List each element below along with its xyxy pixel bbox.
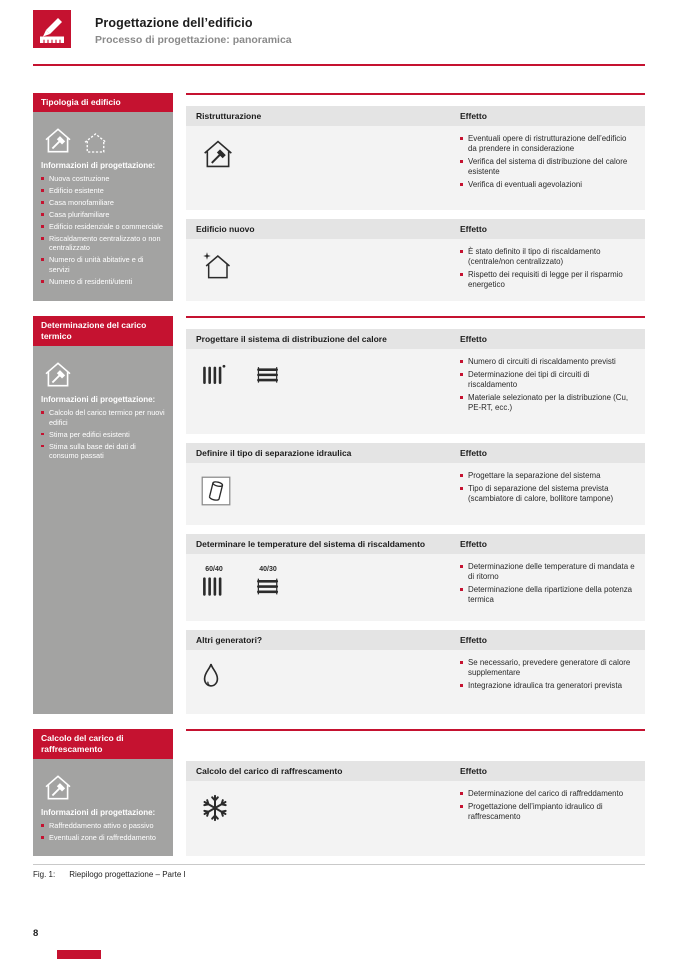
sidebar-icons (42, 357, 165, 389)
sidebar-body (33, 112, 173, 301)
bullet-item: È stato definito il tipo di riscaldamento (centrale/non centralizzato) (460, 247, 637, 268)
bullet-item: Materiale selezionato per la distribuzione (Cu, PE-RT, ecc.) (460, 393, 637, 414)
sidebar-list-item: Edificio esistente (41, 186, 165, 195)
bullet-item: Verifica del sistema di distribuzione del calore esistente (460, 157, 637, 178)
header-titles (95, 10, 292, 48)
panel-radiator-icon (254, 575, 282, 598)
effect-label: Effetto (460, 111, 487, 121)
bullet-item: Determinazione della ripartizione della potenza termica (460, 585, 637, 606)
row-title: Definire il tipo di separazione idraulica (196, 448, 352, 459)
row-title: Progettare il sistema di distribuzione del calore (196, 334, 387, 345)
house-hammer-icon (42, 773, 74, 802)
header-divider (33, 64, 645, 66)
drafting-tools-icon (33, 10, 71, 48)
sidebar-title: Calcolo del carico di raffrescamento (33, 729, 173, 759)
caption-text: Riepilogo progettazione – Parte I (69, 870, 186, 880)
snowflake-icon (186, 781, 460, 856)
bullet-item: Determinazione dei tipi di circuiti di riscaldamento (460, 370, 637, 391)
sidebar-list-item: Numero di unità abitative e di servizi (41, 255, 165, 274)
sidebar-list-item: Riscaldamento centralizzato o non centralizzato (41, 234, 165, 253)
sidebar-list-item: Numero di residenti/utenti (41, 277, 165, 286)
effect-bullet-list (460, 781, 645, 856)
row-temperature-sistema (186, 534, 645, 621)
row-distribuzione-calore (186, 329, 645, 434)
row-header (186, 761, 645, 781)
sidebar-carico-termico (33, 316, 173, 714)
new-house-icon (186, 239, 460, 301)
heating-circuits-icons (186, 349, 460, 434)
temp-label: 40/30 (259, 566, 277, 574)
row-edificio-nuovo (186, 219, 645, 301)
row-body (186, 554, 645, 621)
page-number: 8 (33, 928, 39, 939)
bullet-item: Rispetto dei requisiti di legge per il risparmio energetico (460, 270, 637, 291)
row-title: Calcolo del carico di raffrescamento (196, 766, 343, 777)
bullet-item: Determinazione del carico di raffreddamento (460, 789, 637, 799)
row-title: Edificio nuovo (196, 224, 255, 234)
sidebar-list-item: Nuova costruzione (41, 174, 165, 183)
bullet-item: Numero di circuiti di riscaldamento previsti (460, 357, 637, 367)
row-header (186, 630, 645, 650)
sidebar-info-label: Informazioni di progettazione: (41, 161, 156, 171)
sidebar-item-list (41, 821, 165, 842)
row-title: Ristrutturazione (196, 111, 262, 121)
sidebar-info-label: Informazioni di progettazione: (41, 395, 156, 405)
effect-bullet-list (460, 463, 645, 525)
row-title: Altri generatori? (196, 635, 263, 646)
row-body (186, 239, 645, 301)
section-carico-raffrescamento (33, 729, 645, 856)
radiator-icon (200, 575, 228, 598)
sidebar-list-item: Casa monofamiliare (41, 198, 165, 207)
row-body (186, 349, 645, 434)
footer-red-mark (57, 950, 101, 959)
bullet-item: Se necessario, prevedere generatore di calore supplementare (460, 658, 637, 679)
row-ristrutturazione (186, 106, 645, 210)
effect-bullet-list (460, 650, 645, 714)
house-dashed-icon (82, 131, 109, 155)
sidebar-list-item: Casa plurifamiliare (41, 210, 165, 219)
effect-label: Effetto (460, 334, 487, 345)
sidebar-item-list (41, 174, 165, 286)
row-body (186, 650, 645, 714)
section-content (186, 316, 645, 714)
row-calcolo-raffrescamento (186, 761, 645, 856)
bullet-item: Tipo di separazione del sistema prevista (scambiatore di calore, bollitore tampone) (460, 484, 637, 505)
flame-icon (186, 650, 460, 714)
row-header (186, 534, 645, 554)
section-content (186, 729, 645, 856)
hydraulic-tank-icon (186, 463, 460, 525)
sidebar-body (33, 346, 173, 714)
temperature-icons (186, 554, 460, 621)
section-content (186, 93, 645, 301)
sidebar-icons (42, 123, 165, 155)
house-hammer-icon (42, 126, 74, 155)
effect-bullet-list (460, 126, 645, 210)
sidebar-list-item: Calcolo del carico termico per nuovi edifici (41, 408, 165, 427)
flow-return-40-30 (254, 566, 282, 598)
page-title: Progettazione dell’edificio (95, 16, 253, 30)
house-hammer-icon (42, 360, 74, 389)
section-tipologia-edificio (33, 93, 645, 301)
effect-bullet-list (460, 349, 645, 434)
flow-return-60-40 (200, 566, 228, 598)
figure-caption (33, 864, 645, 879)
effect-label: Effetto (460, 448, 487, 459)
bullet-item: Eventuali opere di ristrutturazione dell’edificio da prendere in considerazione (460, 134, 637, 155)
row-header (186, 329, 645, 349)
radiator-icon (200, 361, 228, 387)
effect-label: Effetto (460, 539, 487, 550)
sidebar-info-label: Informazioni di progettazione: (41, 808, 156, 818)
row-altri-generatori (186, 630, 645, 714)
renovation-house-icon (186, 126, 460, 210)
row-body (186, 463, 645, 525)
sidebar-raffrescamento (33, 729, 173, 856)
sidebar-list-item: Stima per edifici esistenti (41, 430, 165, 439)
effect-bullet-list (460, 239, 645, 301)
page-header (33, 10, 645, 48)
row-header (186, 106, 645, 126)
row-header (186, 443, 645, 463)
caption-label: Fig. 1: (33, 870, 56, 880)
sidebar-icons (42, 770, 165, 802)
bullet-item: Determinazione delle temperature di mandata e di ritorno (460, 562, 637, 583)
bullet-item: Integrazione idraulica tra generatori prevista (460, 681, 637, 691)
row-header (186, 219, 645, 239)
effect-label: Effetto (460, 635, 487, 646)
sidebar-list-item: Raffreddamento attivo o passivo (41, 821, 165, 830)
effect-bullet-list (460, 554, 645, 621)
bullet-item: Progettare la separazione del sistema (460, 471, 637, 481)
bullet-item: Verifica di eventuali agevolazioni (460, 180, 637, 190)
panel-radiator-icon (254, 361, 282, 387)
sidebar-tipologia (33, 93, 173, 301)
row-separazione-idraulica (186, 443, 645, 525)
section-carico-termico (33, 316, 645, 714)
sidebar-body (33, 759, 173, 856)
page-subtitle: Processo di progettazione: panoramica (95, 34, 292, 46)
sidebar-list-item: Edificio residenziale o commerciale (41, 222, 165, 231)
effect-label: Effetto (460, 766, 487, 777)
bullet-item: Progettazione dell’impianto idraulico di raffrescamento (460, 802, 637, 823)
sidebar-list-item: Eventuali zone di raffreddamento (41, 833, 165, 842)
sidebar-item-list (41, 408, 165, 460)
row-title: Determinare le temperature del sistema di riscaldamento (196, 539, 426, 550)
row-body (186, 781, 645, 856)
sidebar-title: Tipologia di edificio (33, 93, 173, 112)
sidebar-title: Determinazione del carico termico (33, 316, 173, 346)
sidebar-list-item: Stima sulla base dei dati di consumo passati (41, 442, 165, 461)
temp-label: 60/40 (205, 566, 223, 574)
row-body (186, 126, 645, 210)
effect-label: Effetto (460, 224, 487, 234)
